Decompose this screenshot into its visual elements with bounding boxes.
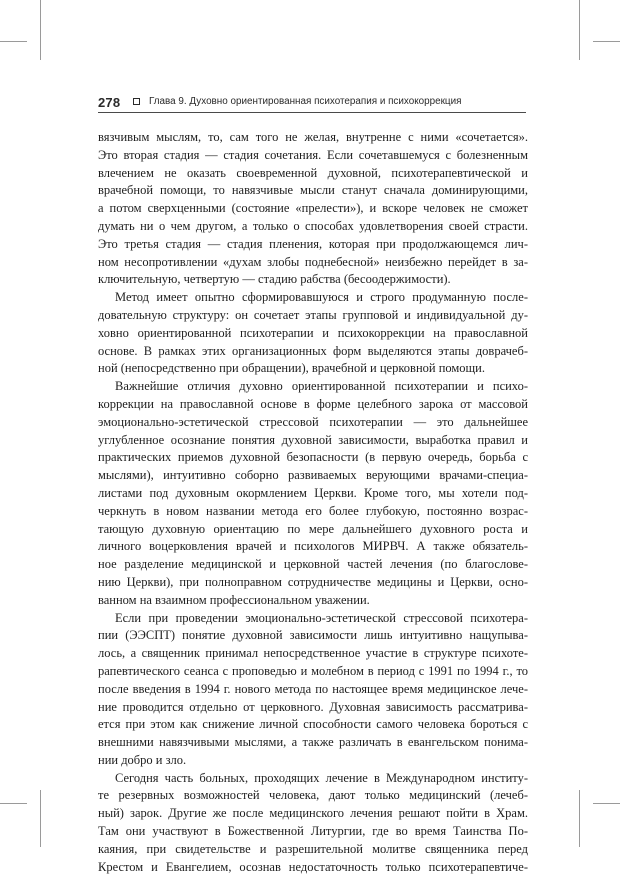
text-line: ном несопротивлении «духам злобы поднебесной» неизбежно перейдет в за- [98, 254, 528, 269]
text-line: основе. В рамках этих организационных форм выделяются этапы доврачеб- [98, 343, 528, 358]
text-line: те резервных возможностей человека, дают только медицинский (лечеб- [98, 788, 528, 803]
text-line: ховно ориентированной психотерапии и психокоррекции на православной [98, 325, 528, 340]
text-line: листами под духовным окормлением Церкви. Кроме того, мы хотели под- [98, 485, 528, 500]
text-line: рапевтического сеанса с проповедью и молебном в период с 1991 по 1994 г., то [98, 663, 528, 678]
crop-mark-top-right [579, 0, 580, 60]
text-line: нию Церкви), при полноправном сотрудничестве медицины и Церкви, осно- [98, 574, 528, 589]
text-line: мыслями), интуитивно соборно развиваемых верующими врачами-специа- [98, 468, 528, 483]
text-line: после введения в 1994 г. нового метода по настоящее время медицинское лече- [98, 681, 528, 696]
text-line: ключительную, четвертую — стадию рабства (бесоодержимости). [98, 272, 451, 287]
paragraph [98, 289, 528, 378]
text-line: внешними навязчивыми мыслями, а также различать в евангельском понима- [98, 735, 528, 750]
crop-mark-right-upper [593, 41, 620, 42]
text-line: ние проводится отдельно от церковного. Духовная зависимость рассматрива- [98, 699, 528, 714]
text-line: Крестом и Евангелием, осознав недостаточность только психотерапевтиче- [98, 859, 528, 874]
text-line: Если при проведении эмоционально-эстетической стрессовой психотера- [115, 610, 528, 625]
text-line: Это третья стадия — стадия пленения, которая при продолжающемся лич- [98, 236, 528, 251]
text-line: эмоционально-эстетической стрессовой психотерапии — это дальнейшее [98, 414, 528, 429]
text-line: Там они участвуют в Божественной Литургии, где во время Таинства По- [98, 824, 528, 839]
text-line: ется при этом как снижение личной способности самого человека бороться с [98, 717, 528, 732]
text-line: Важнейшие отличия духовно ориентированной психотерапии и психо- [115, 379, 528, 394]
text-line: нии добро и зло. [98, 752, 187, 767]
crop-mark-left-lower [0, 803, 27, 804]
text-line: каяния, при свидетельстве и разрешительной молитве священника перед [98, 841, 528, 856]
paragraph [98, 129, 528, 289]
crop-mark-right-lower [593, 803, 620, 804]
chapter-title: Глава 9. Духовно ориентированная психотерапия и психокоррекция [149, 96, 462, 107]
text-line: Сегодня часть больных, проходящих лечение в Международном институ- [115, 770, 528, 785]
paragraph [98, 610, 528, 770]
text-line: лось, а священник принимал непосредственное участие в структуре психоте- [98, 646, 528, 661]
text-line: Это вторая стадия — стадия сочетания. Если сочетавшемуся с болезненным [98, 147, 528, 162]
text-line: врачебной помощи, то навязчивые мысли станут сначала доминирующими, [98, 183, 528, 198]
square-bullet-icon [133, 98, 140, 105]
text-line: ной (непосредственно при обращении), врачебной и церковной помощи. [98, 361, 485, 376]
text-line: углубленное осознание понятия духовной зависимости, выработка правил и [98, 432, 528, 447]
text-line: Метод имеет опытно сформировавшуюся и строго продуманную после- [115, 290, 528, 305]
text-line: личного воцерковления врачей и психологов МИРВЧ. А также обязатель- [98, 539, 528, 554]
text-line: думать ни о чем другом, а только о способах удовлетворения своей страсти. [98, 218, 528, 233]
paragraph [98, 378, 528, 609]
crop-mark-bottom-right [579, 790, 580, 847]
body-text [98, 129, 528, 876]
text-line: влечением не оказать своевременной духовной, психотерапевтической и [98, 165, 528, 180]
crop-mark-top-left [40, 0, 41, 60]
paragraph [98, 770, 528, 876]
text-line: тающую духовную ориентацию по мере дальнейшего духовного роста и [98, 521, 528, 536]
running-header [98, 93, 526, 113]
crop-mark-left-upper [0, 41, 27, 42]
text-line: пии (ЭЭСПТ) понятие духовной зависимости лишь интуитивно нащупыва- [98, 628, 528, 643]
text-line: практических приемов духовной безопасности (в первую очередь, борьба с [98, 450, 528, 465]
page-number: 278 [98, 95, 121, 110]
text-line: ное разделение медицинской и церковной частей лечения (по благослове- [98, 557, 528, 572]
text-line: довательную структуру: он сочетает этапы групповой и индивидуальной ду- [98, 307, 528, 322]
text-line: ный) зарок. Другие же после медицинского лечения решают пойти в Храм. [98, 806, 528, 821]
text-line: ванном на взаимном профессиональном уважении. [98, 592, 370, 607]
text-line: коррекции на православной основе в форме целебного зарока от массовой [98, 396, 528, 411]
text-line: черкнуть в новом названии метода его более глубокую, постоянно возрас- [98, 503, 528, 518]
header-rule [98, 112, 526, 113]
crop-mark-bottom-left [40, 790, 41, 847]
text-line: а потом сверхценными (состояние «прелести»), и вскоре человек не сможет [98, 201, 528, 216]
text-line: вязчивым мыслям, то, сам того не желая, внутренне с ними «сочетается». [98, 130, 528, 144]
